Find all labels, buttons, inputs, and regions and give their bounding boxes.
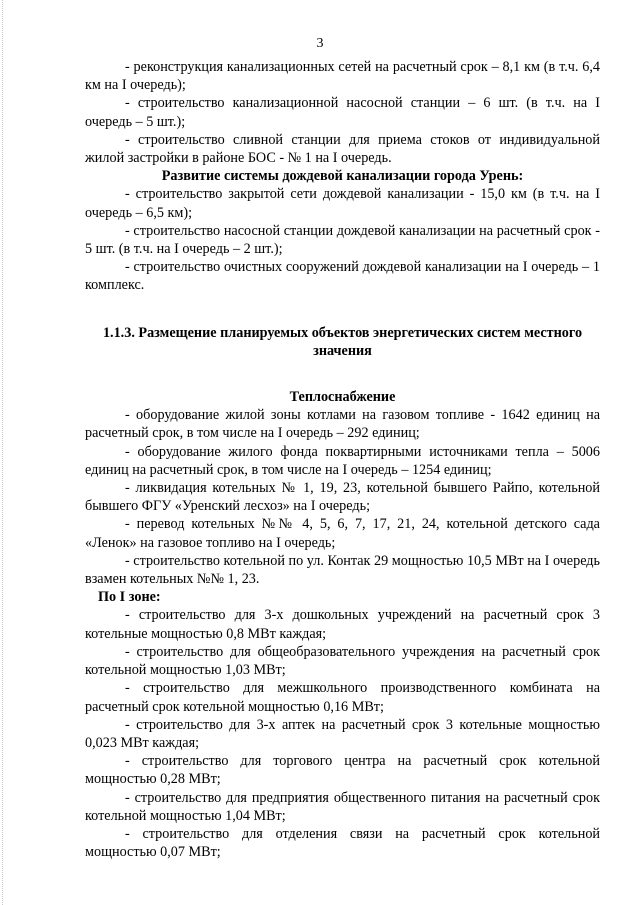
paragraph-boiler-kontak: - строительство котельной по ул. Контак 29 мощностью 10,5 МВт на I очередь взамен котельных №№ 1, 23. [85,552,600,588]
paragraph-storm-pump-station: - строительство насосной станции дождевой канализации на расчетный срок - 5 шт. (в т.ч. на I очередь – 2 шт.); [85,222,600,258]
paragraph-boiler-gas-conversion: - перевод котельных №№ 4, 5, 6, 7, 17, 21, 24, котельной детского сада «Ленок» на газовое топливо на I очередь; [85,516,600,551]
page-edge-line [2,0,4,905]
document-body [85,58,600,861]
page-number: 3 [316,36,324,51]
heading-storm-sewer: Развитие системы дождевой канализации города Урень: [161,168,524,185]
paragraph-interschool-boiler: - строительство для межшкольного производственного комбината на расчетный срок котельной мощностью 0,16 МВт; [85,680,600,715]
section-heading-energy: 1.1.3. Размещение планируемых объектов энергетических систем местного значения [102,324,583,359]
paragraph-storm-treatment: - строительство очистных сооружений дождевой канализации на I очередь – 1 комплекс. [85,259,600,294]
paragraph-shopping-center-boiler: - строительство для торгового центра на расчетный срок котельной мощностью 0,28 МВт; [85,753,600,788]
paragraph-sewer-reconstruction: - реконструкция канализационных сетей на расчетный срок – 8,1 км (в т.ч. 6,4 км на I очередь); [85,59,600,94]
subheading-heat-supply: Теплоснабжение [289,389,396,406]
paragraph-drain-station: - строительство сливной станции для приема стоков от индивидуальной жилой застройки в районе БОС - № 1 на I очередь. [85,131,600,167]
paragraph-gas-boilers: - оборудование жилой зоны котлами на газовом топливе - 1642 единиц на расчетный срок, в том числе на I очередь – 292 единиц; [85,407,600,442]
paragraph-sewer-pump-station: - строительство канализационной насосной станции – 6 шт. (в т.ч. на I очередь – 5 шт.); [85,95,600,130]
paragraph-pharmacy-boilers: - строительство для 3-х аптек на расчетный срок 3 котельные мощностью 0,023 МВт каждая; [85,716,600,751]
paragraph-post-office-boiler: - строительство для отделения связи на расчетный срок котельной мощностью 0,07 МВт; [85,825,600,861]
paragraph-boiler-liquidation: - ликвидация котельных № 1, 19, 23, котельной бывшего Райпо, котельной бывшего ФГУ «Уренский лесхоз» на I очередь; [85,480,600,515]
paragraph-storm-network: - строительство закрытой сети дождевой канализации - 15,0 км (в т.ч. на I очередь – 6,5 км); [85,186,600,221]
paragraph-catering-boiler: - строительство для предприятия общественного питания на расчетный срок котельной мощностью 1,04 МВт; [85,789,600,824]
paragraph-apartment-heating: - оборудование жилого фонда поквартирными источниками тепла – 5006 единиц на расчетный срок, в том числе на I очередь – 1254 единиц; [85,443,600,478]
paragraph-preschool-boilers: - строительство для 3-х дошкольных учреждений на расчетный срок 3 котельные мощностью 0,8 МВт каждая; [85,607,600,642]
heading-zone-one: По I зоне: [98,589,161,606]
paragraph-school-boiler: - строительство для общеобразовательного учреждения на расчетный срок котельной мощностью 1,03 МВт; [85,643,600,679]
